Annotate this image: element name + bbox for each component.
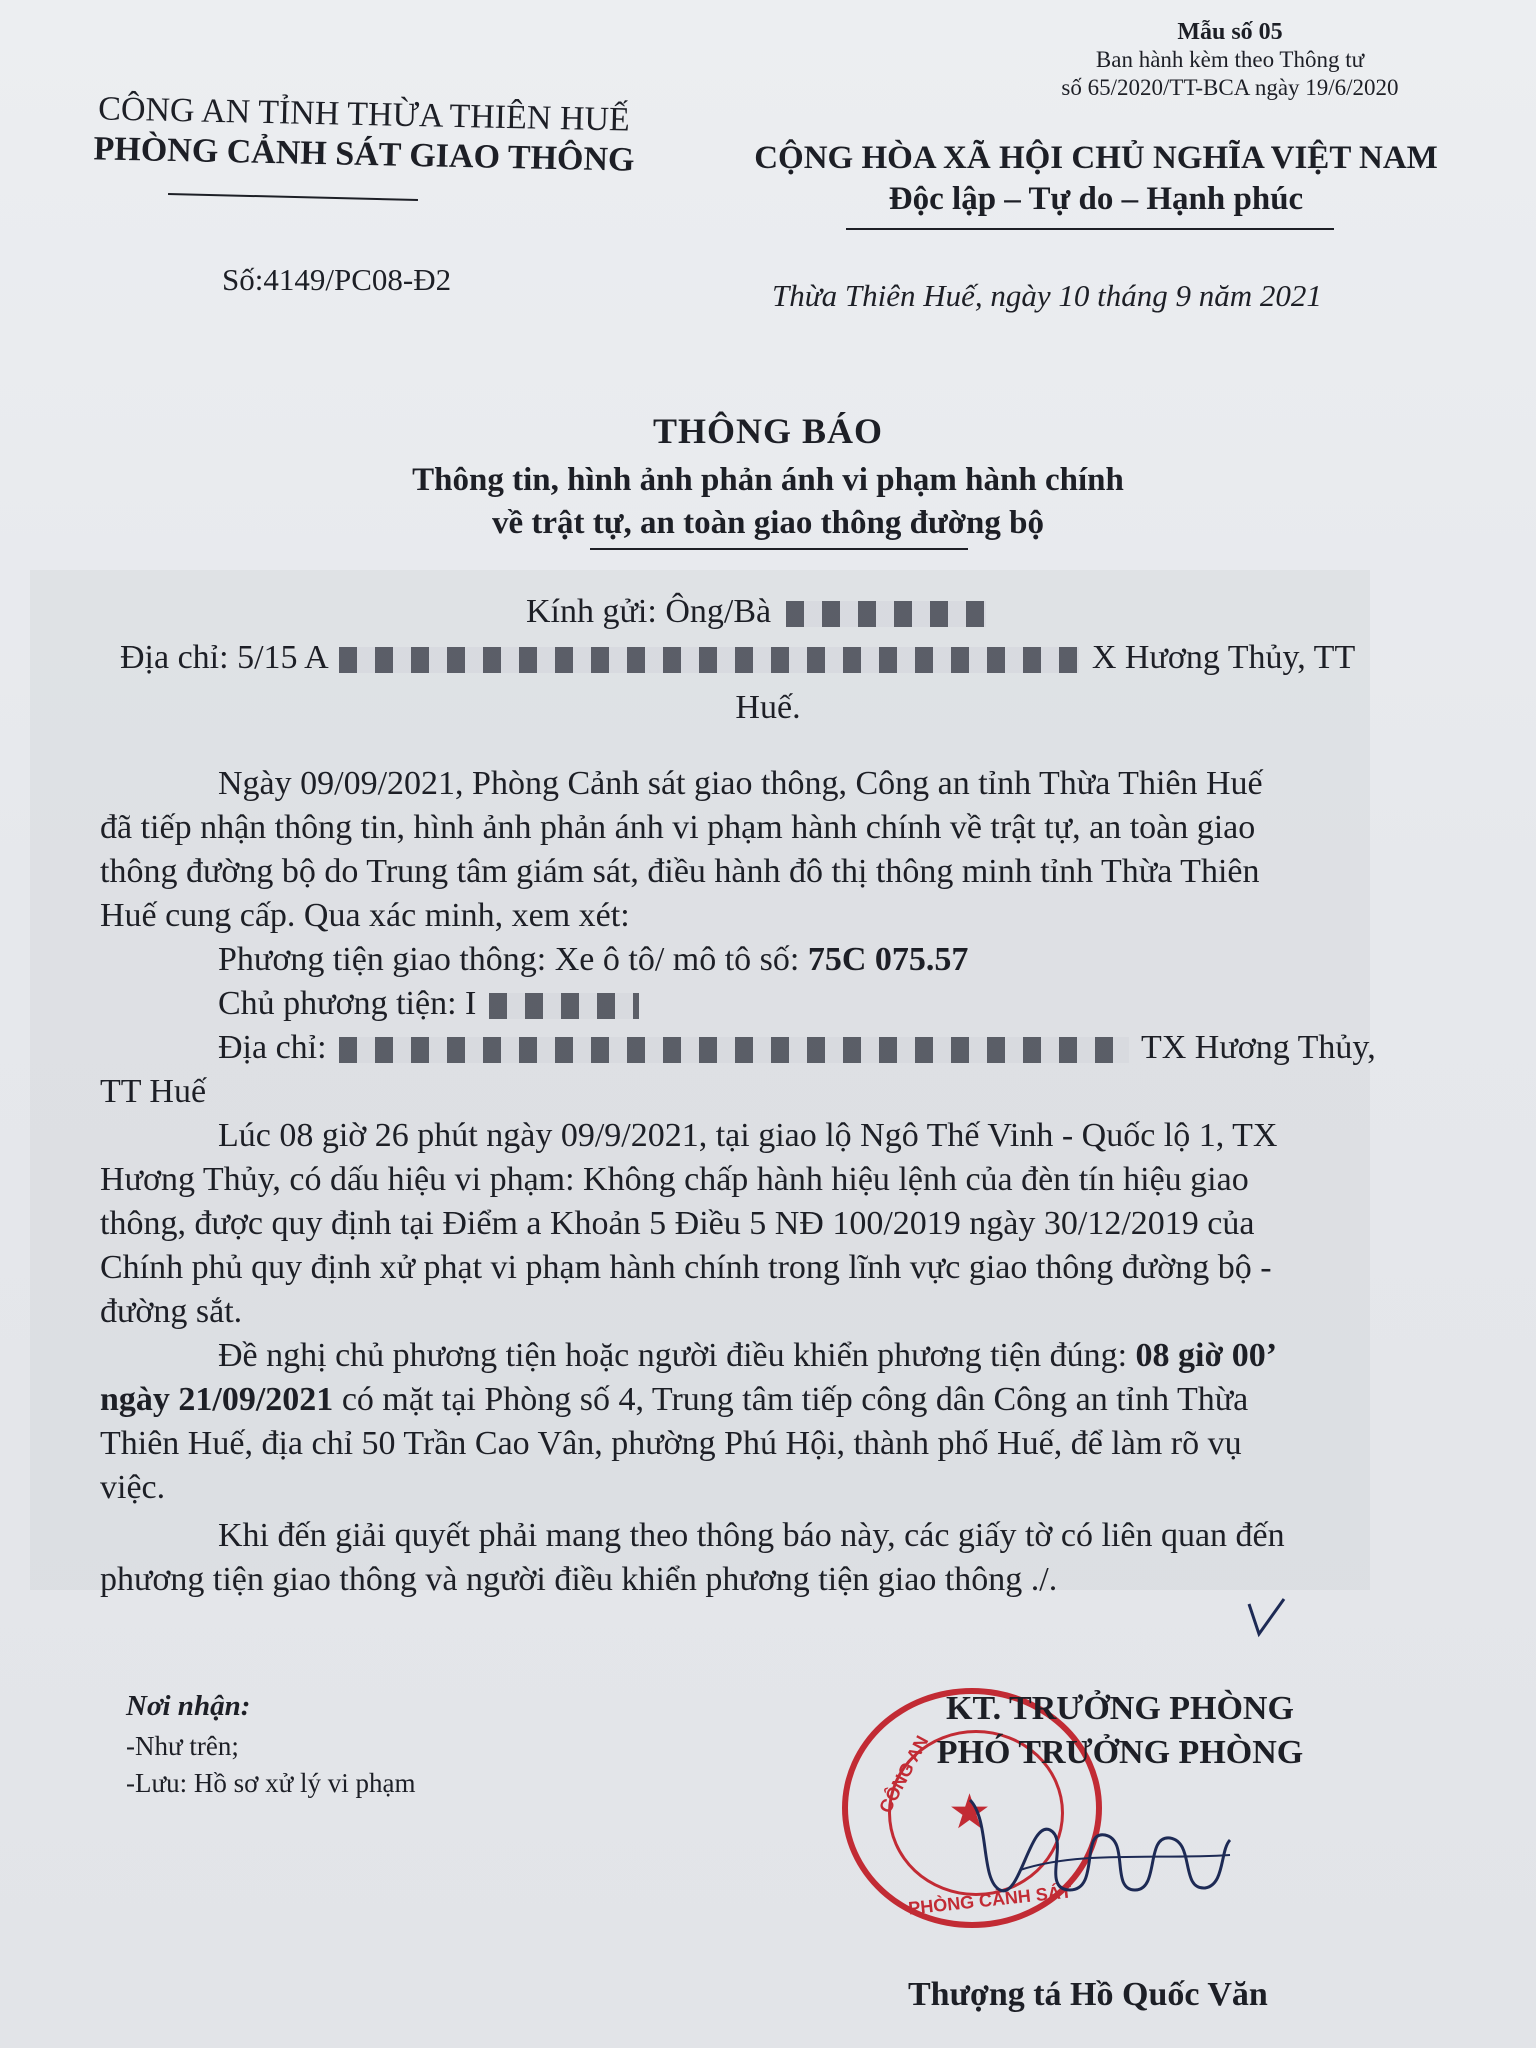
greeting-label: Kính gửi: Ông/Bà xyxy=(526,593,772,630)
form-note xyxy=(1030,18,1430,102)
national-line1: CỘNG HÒA XÃ HỘI CHỦ NGHĨA VIỆT NAM xyxy=(754,140,1438,176)
issuer-line2: PHÒNG CẢNH SÁT GIAO THÔNG xyxy=(93,130,635,179)
p1-line1: Ngày 09/09/2021, Phòng Cảnh sát giao thông, Công an tỉnh Thừa Thiên Huế xyxy=(218,765,1263,802)
address-suffix: X Hương Thủy, TT xyxy=(1091,639,1356,676)
stamp-bottom-text: PHÒNG CẢNH SÁT xyxy=(907,1881,1073,1919)
recipients-item2: -Lưu: Hồ sơ xử lý vi phạm xyxy=(126,1768,416,1798)
initial-mark xyxy=(1244,1594,1294,1644)
p3-line1 xyxy=(100,1334,1376,1378)
recipients-item1: -Như trên; xyxy=(126,1731,239,1761)
p2-line1: Lúc 08 giờ 26 phút ngày 09/9/2021, tại giao lộ Ngô Thế Vinh - Quốc lộ 1, TX xyxy=(218,1117,1278,1154)
owner-label: Chủ phương tiện: I xyxy=(218,985,477,1022)
recipient-address xyxy=(120,636,1355,680)
title-sub2: về trật tự, an toàn giao thông đường bộ xyxy=(491,505,1044,541)
owner-line xyxy=(100,982,1376,1026)
issuer-line1: CÔNG AN TỈNH THỪA THIÊN HUẾ xyxy=(97,90,631,139)
national-line2: Độc lập – Tự do – Hạnh phúc xyxy=(888,181,1304,217)
stamp-top-text: CÔNG AN xyxy=(875,1732,933,1817)
owner-address-line xyxy=(100,1026,1376,1070)
title-underline xyxy=(590,548,968,550)
form-note-line1: Ban hành kèm theo Thông tư xyxy=(1095,47,1365,72)
p3-line2-text: có mặt tại Phòng số 4, Trung tâm tiếp công dân Công an tỉnh Thừa xyxy=(341,1381,1249,1418)
national-header xyxy=(696,140,1496,218)
vehicle-plate: 75C 075.57 xyxy=(807,941,969,978)
doc-number: Số:4149/PC08-Đ2 xyxy=(222,262,452,297)
redacted-owner xyxy=(489,993,639,1019)
form-number: Mẫu số 05 xyxy=(1177,19,1283,45)
owner-address-line2: TT Huế xyxy=(100,1073,207,1110)
title-sub1: Thông tin, hình ảnh phản ánh vi phạm hành chính xyxy=(412,462,1124,498)
signature-title1: KT. TRƯỞNG PHÒNG xyxy=(946,1690,1294,1727)
p4-line1: Khi đến giải quyết phải mang theo thông báo này, các giấy tờ có liên quan đến xyxy=(218,1517,1285,1554)
address-prefix: Địa chỉ: 5/15 A xyxy=(120,639,327,676)
national-underline xyxy=(846,228,1334,230)
p3-line4: việc. xyxy=(100,1469,166,1506)
vehicle-label: Phương tiện giao thông: Xe ô tô/ mô tô số: xyxy=(218,941,800,978)
p4-line2: phương tiện giao thông và người điều khiển phương tiện giao thông ./. xyxy=(100,1561,1058,1598)
handwritten-signature xyxy=(960,1780,1240,1910)
p2-line4: Chính phủ quy định xử phạt vi phạm hành chính trong lĩnh vực giao thông đường bộ - xyxy=(100,1249,1272,1286)
place-date: Thừa Thiên Huế, ngày 10 tháng 9 năm 2021 xyxy=(772,278,1322,313)
form-note-line2: số 65/2020/TT-BCA ngày 19/6/2020 xyxy=(1061,75,1399,100)
redacted-owner-address xyxy=(339,1037,1129,1063)
issuer-header xyxy=(44,90,684,179)
p2-line2: Hương Thủy, có dấu hiệu vi phạm: Không chấp hành hiệu lệnh của đèn tín hiệu giao xyxy=(100,1161,1249,1198)
signature-title2: PHÓ TRƯỞNG PHÒNG xyxy=(936,1734,1304,1771)
recipient-greeting xyxy=(526,590,986,634)
p2-line5: đường sắt. xyxy=(100,1293,243,1330)
owner-address-label: Địa chỉ: xyxy=(218,1029,327,1066)
p2-line3: thông, được quy định tại Điểm a Khoản 5 Điều 5 NĐ 100/2019 ngày 30/12/2019 của xyxy=(100,1205,1255,1242)
redacted-name xyxy=(786,601,986,627)
appointment-time: 08 giờ 00’ xyxy=(1135,1337,1278,1374)
p3-line1-text: Đề nghị chủ phương tiện hoặc người điều khiển phương tiện đúng: xyxy=(218,1337,1128,1374)
signer-name: Thượng tá Hồ Quốc Văn xyxy=(908,1976,1268,2013)
p1-line4: Huế cung cấp. Qua xác minh, xem xét: xyxy=(100,897,630,934)
recipients-heading: Nơi nhận: xyxy=(126,1690,251,1722)
p1-line3: thông đường bộ do Trung tâm giám sát, điều hành đô thị thông minh tỉnh Thừa Thiên xyxy=(100,853,1260,890)
address-line2: Huế. xyxy=(735,689,801,726)
document-title xyxy=(0,410,1536,542)
p3-line3: Thiên Huế, địa chỉ 50 Trần Cao Vân, phường Phú Hội, thành phố Huế, để làm rõ vụ xyxy=(100,1425,1242,1462)
title-main: THÔNG BÁO xyxy=(652,411,884,451)
p1-line2: đã tiếp nhận thông tin, hình ảnh phản ánh vi phạm hành chính về trật tự, an toàn giao xyxy=(100,809,1256,846)
owner-address-suffix: TX Hương Thủy, xyxy=(1140,1029,1376,1066)
vehicle-line xyxy=(100,938,1376,982)
star-icon: ★ xyxy=(948,1786,992,1839)
body-section xyxy=(100,762,1376,1602)
redacted-address xyxy=(339,647,1079,673)
p3-line2 xyxy=(100,1378,1376,1422)
appointment-date: ngày 21/09/2021 xyxy=(100,1381,334,1418)
signature-block xyxy=(870,1690,1370,1772)
recipients-block xyxy=(126,1690,416,1799)
